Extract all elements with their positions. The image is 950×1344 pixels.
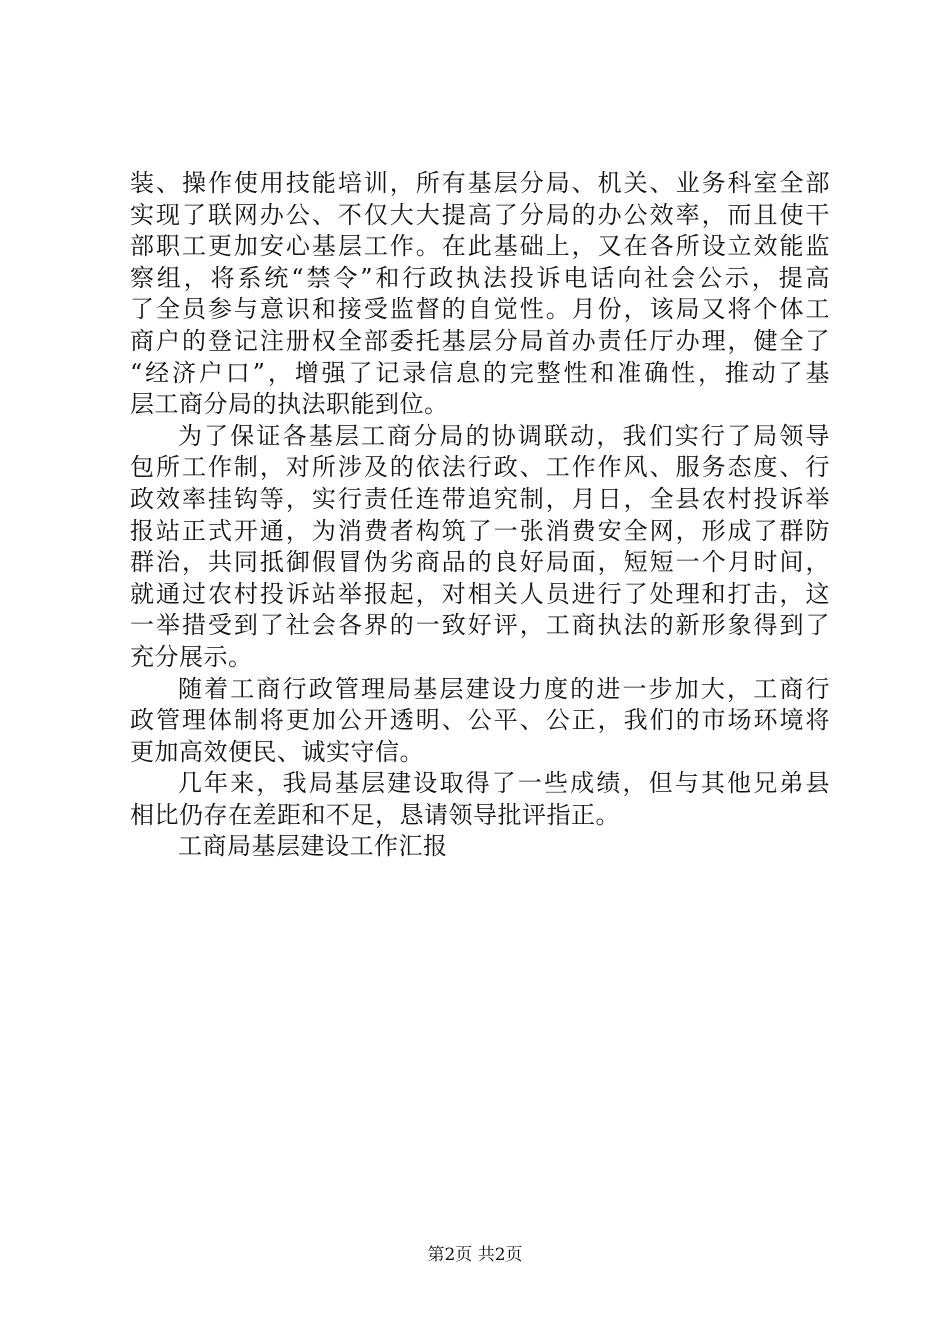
text-line: 政管理体制将更加公开透明、公平、公正，我们的市场环境将 [130,706,830,735]
document-closing-title: 工商局基层建设工作汇报 [178,832,448,861]
text-line: 层工商分局的执法职能到位。 [130,390,449,419]
text-line: 部职工更加安心基层工作。在此基础上，又在各所设立效能监 [130,232,830,261]
text-line: “经济户口”，增强了记录信息的完整性和准确性，推动了基 [130,358,830,387]
text-line: 就通过农村投诉站举报起，对相关人员进行了处理和打击，这 [130,579,830,608]
text-line: 察组，将系统“禁令”和行政执法投诉电话向社会公示，提高 [130,263,830,292]
text-line: 商户的登记注册权全部委托基层分局首办责任厅办理，健全了 [130,326,830,355]
paragraph-first-line: 为了保证各基层工商分局的协调联动，我们实行了局领导 [178,421,830,450]
paragraph-first-line: 几年来，我局基层建设取得了一些成绩，但与其他兄弟县 [178,769,830,798]
text-line: 包所工作制，对所涉及的依法行政、工作作风、服务态度、行 [130,453,830,482]
text-line: 了全员参与意识和接受监督的自觉性。月份，该局又将个体工 [130,295,830,324]
text-line: 装、操作使用技能培训，所有基层分局、机关、业务科室全部 [130,169,830,197]
text-line: 充分展示。 [130,642,253,671]
text-line: 政效率挂钩等，实行责任连带追究制，月日，全县农村投诉举 [130,484,830,513]
text-line: 相比仍存在差距和不足，恳请领导批评指正。 [130,800,620,829]
text-line: 一举措受到了社会各界的一致好评，工商执法的新形象得到了 [130,611,830,640]
paragraph-first-line: 随着工商行政管理局基层建设力度的进一步加大，工商行 [178,674,830,703]
text-line: 更加高效便民、诚实守信。 [130,737,424,766]
document-body [130,168,830,863]
page-number-footer: 第2页 共2页 [427,1245,523,1265]
text-line: 实现了联网办公、不仅大大提高了分局的办公效率，而且使干 [130,200,830,229]
text-line: 报站正式开通，为消费者构筑了一张消费安全网，形成了群防 [130,516,830,545]
text-line: 群治，共同抵御假冒伪劣商品的良好局面，短短一个月时间， [130,548,830,577]
